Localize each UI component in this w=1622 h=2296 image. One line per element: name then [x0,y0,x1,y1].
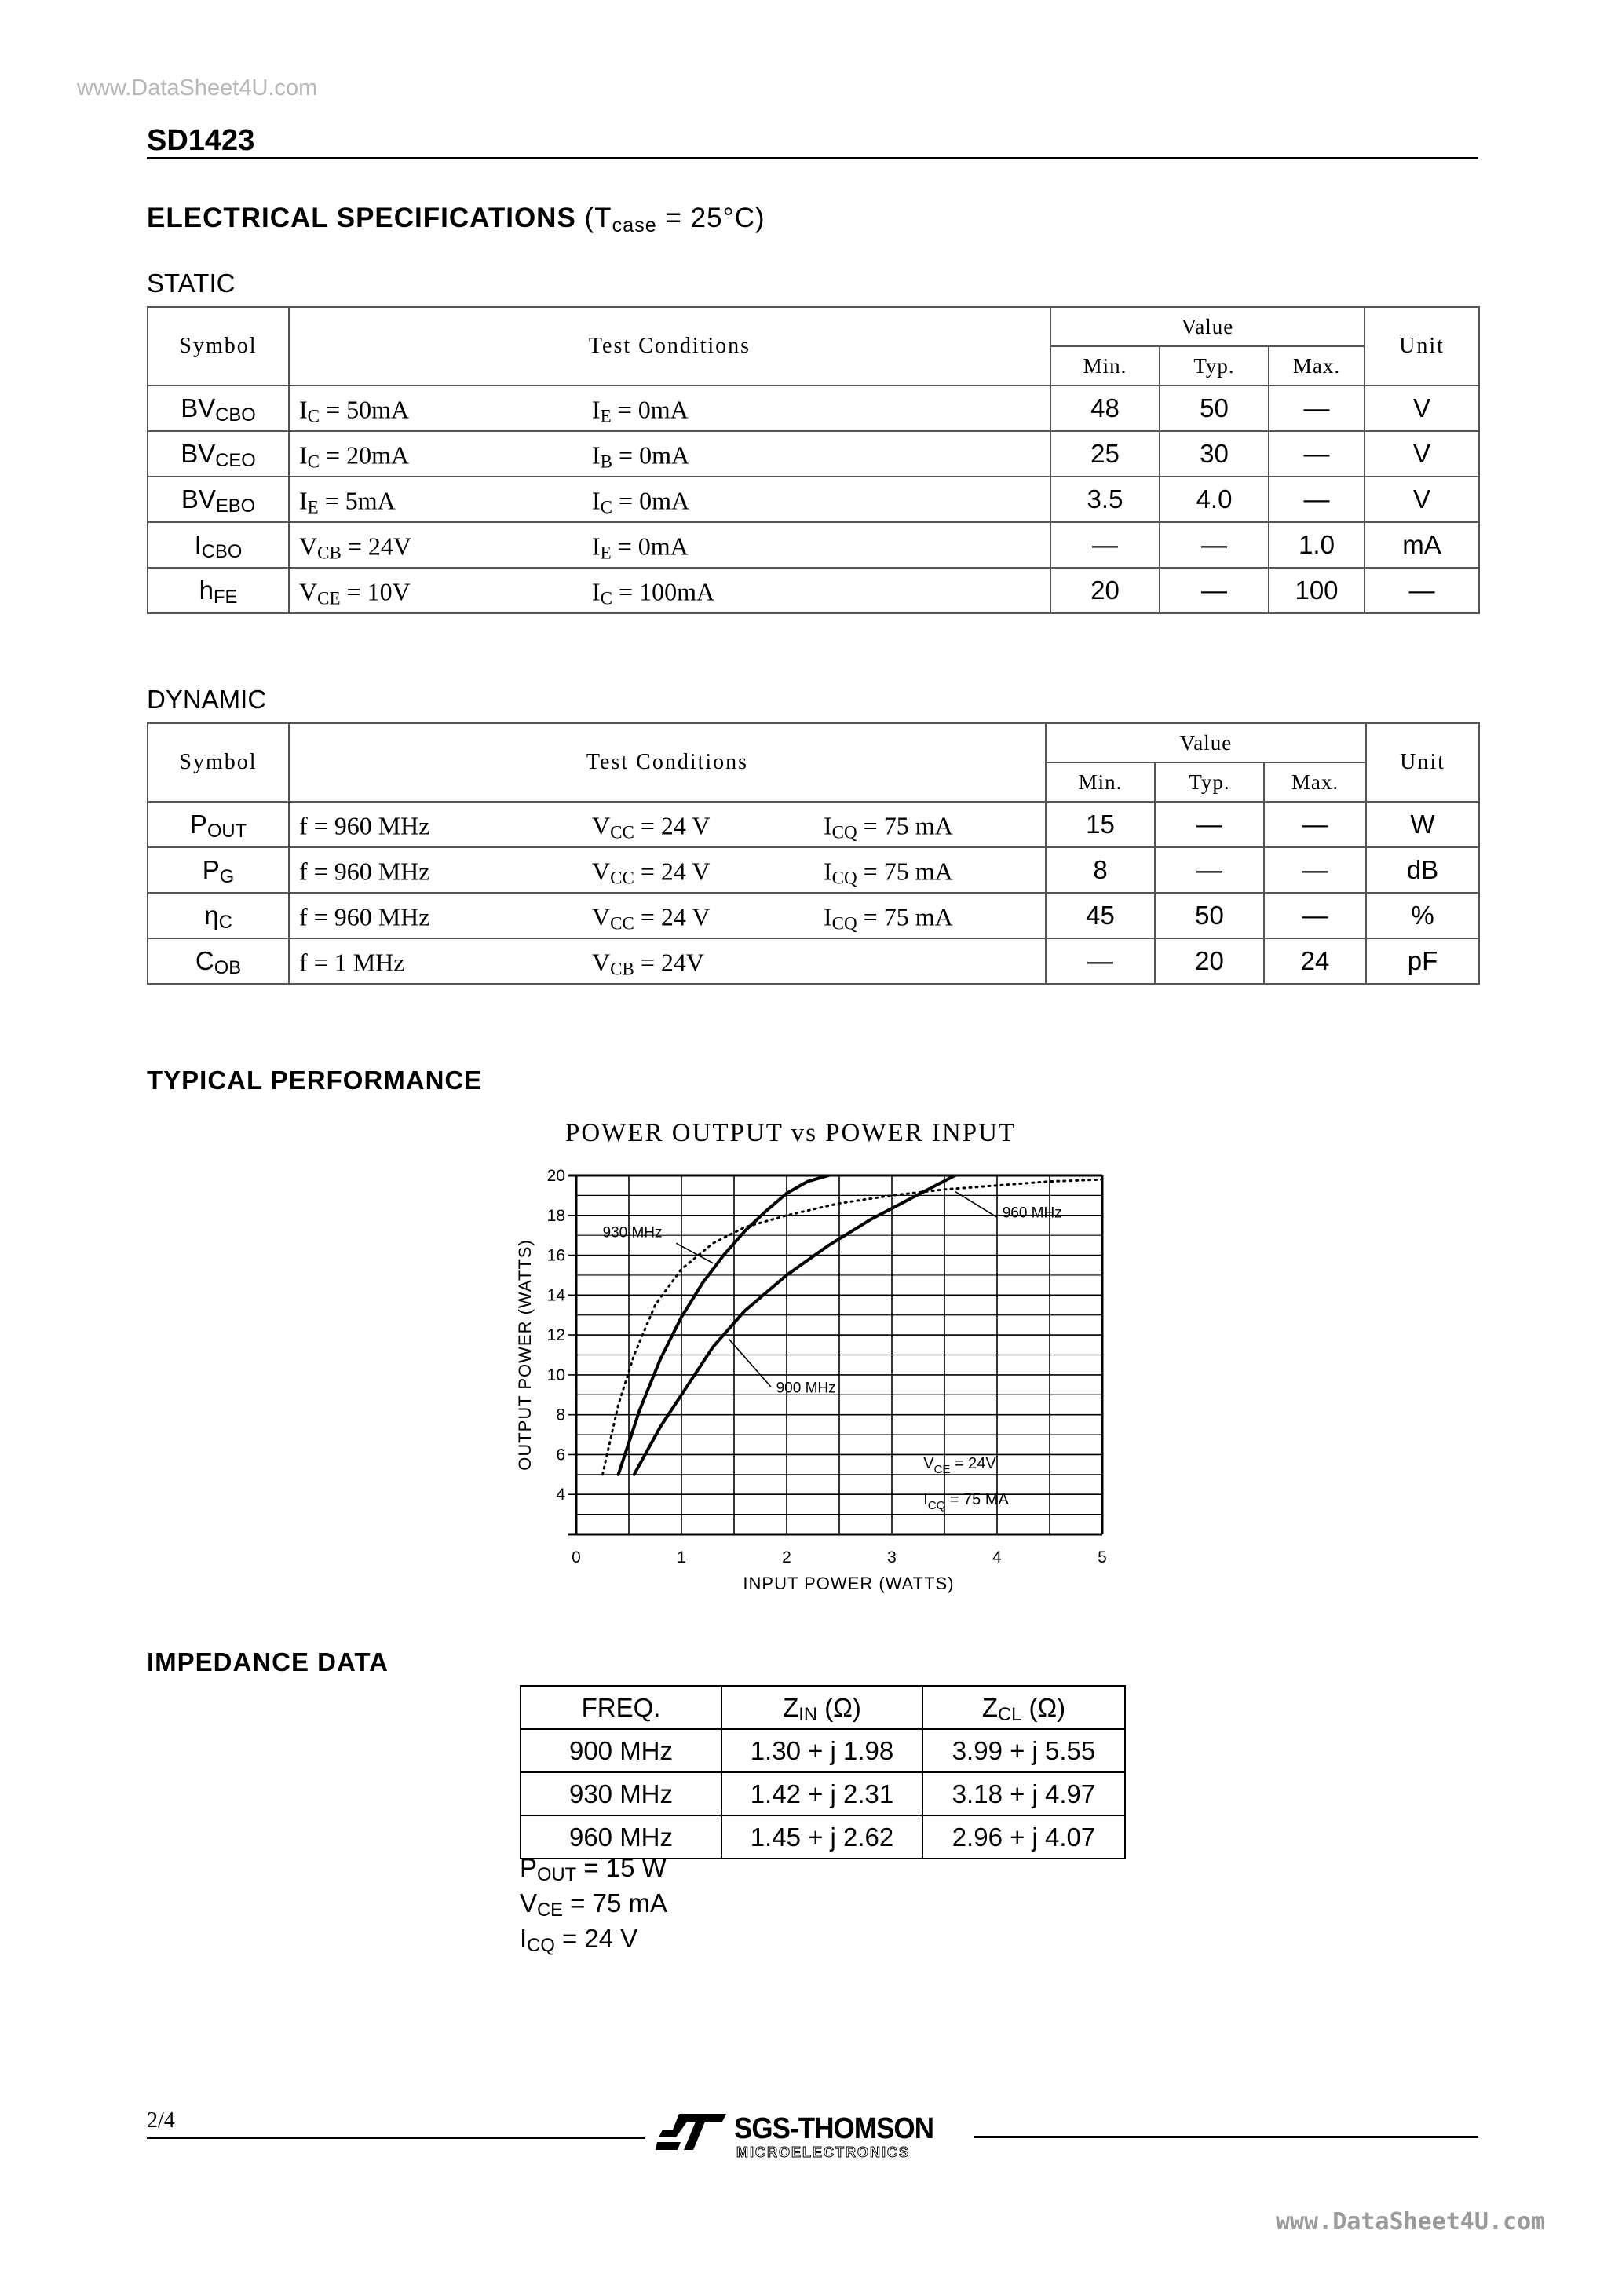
typ-cell: 20 [1155,938,1264,984]
typ-cell: — [1160,568,1269,613]
test-conditions-cell: f = 1 MHz VCB = 24V [289,938,1046,984]
x-tick-label: 4 [992,1548,1002,1567]
min-cell: 25 [1050,431,1160,477]
test-conditions-cell: IC = 20mA IB = 0mA [289,431,1050,477]
x-tick-label: 3 [887,1548,897,1567]
max-cell: — [1264,847,1366,893]
typ-cell: — [1155,802,1264,847]
header-unit: Unit [1364,307,1479,386]
y-tick-label: 10 [546,1366,565,1384]
typ-cell: — [1160,522,1269,568]
dynamic-row [148,847,1479,893]
x-tick-label: 5 [1098,1548,1107,1567]
series-annotation-label: 930 MHz [602,1224,663,1241]
test-conditions-cell: f = 960 MHz VCC = 24 V ICQ = 75 mA [289,802,1046,847]
symbol-cell: ICBO [148,522,289,568]
impedance-cell: 2.96 + j 4.07 [922,1815,1125,1859]
typical-performance-heading: TYPICAL PERFORMANCE [147,1066,483,1095]
unit-cell: V [1364,386,1479,431]
header-value: Value [1050,307,1364,346]
header-max: Max. [1269,346,1364,386]
impedance-heading: IMPEDANCE DATA [147,1647,389,1676]
header-min: Min. [1050,346,1160,386]
symbol-cell: hFE [148,568,289,613]
typ-cell: 4.0 [1160,477,1269,522]
x-axis-label: INPUT POWER (WATTS) [743,1574,955,1593]
static-label: STATIC [147,269,236,298]
max-cell: — [1269,431,1364,477]
dynamic-row [148,893,1479,938]
static-table [147,306,1480,614]
min-cell: 8 [1046,847,1155,893]
impedance-row [521,1772,1125,1815]
y-tick-label: 6 [556,1446,565,1464]
y-tick-label: 16 [546,1246,565,1265]
test-conditions-cell: f = 960 MHz VCC = 24 V ICQ = 75 mA [289,893,1046,938]
test-conditions-cell: f = 960 MHz VCC = 24 V ICQ = 75 mA [289,847,1046,893]
dynamic-row [148,802,1479,847]
company-name: SGS-THOMSON [734,2112,934,2145]
test-conditions-cell: VCE = 10V IC = 100mA [289,568,1050,613]
static-row [148,431,1479,477]
part-number: SD1423 [147,124,255,157]
max-cell: 1.0 [1269,522,1364,568]
dynamic-table [147,722,1480,985]
typ-cell: — [1155,847,1264,893]
impedance-header-cell: FREQ. [521,1686,721,1729]
max-cell: — [1269,386,1364,431]
symbol-cell: BVCEO [148,431,289,477]
header-unit: Unit [1366,723,1479,802]
symbol-cell: ηC [148,893,289,938]
header-symbol: Symbol [148,723,289,802]
header-typ: Typ. [1160,346,1269,386]
unit-cell: — [1364,568,1479,613]
chart-condition-label: $V_{CE} = 24V$ [923,1455,996,1477]
footer-rule-left [147,2137,645,2139]
min-cell: 20 [1050,568,1160,613]
symbol-cell: POUT [148,802,289,847]
symbol-cell: COB [148,938,289,984]
case-temp-condition: (Tcase = 25°C) [584,203,765,236]
y-axis-label: OUTPUT POWER (WATTS) [515,1239,535,1471]
header-rule [147,157,1478,159]
static-row [148,568,1479,613]
x-tick-label: 0 [572,1548,581,1567]
min-cell: 15 [1046,802,1155,847]
max-cell: — [1264,802,1366,847]
max-cell: 24 [1264,938,1366,984]
unit-cell: dB [1366,847,1479,893]
watermark-bottom[interactable]: www.DataSheet4U.com [1276,2208,1546,2236]
y-tick-label: 20 [546,1167,565,1185]
impedance-cell: 930 MHz [521,1772,721,1815]
static-row [148,477,1479,522]
header-min: Min. [1046,762,1155,802]
impedance-cell: 1.42 + j 2.31 [721,1772,922,1815]
impedance-row [521,1729,1125,1772]
min-cell: — [1050,522,1160,568]
min-cell: 45 [1046,893,1155,938]
impedance-row [521,1815,1125,1859]
y-tick-label: 18 [546,1206,565,1225]
typ-cell: 50 [1160,386,1269,431]
footer-rule-right [974,2136,1478,2138]
y-tick-label: 8 [556,1406,565,1424]
chart-title: POWER OUTPUT vs POWER INPUT [565,1119,1017,1147]
y-tick-label: 4 [556,1486,565,1504]
impedance-condition-line: VCE = 75 mA [520,1888,667,1921]
min-cell: 48 [1050,386,1160,431]
dynamic-label: DYNAMIC [147,685,267,714]
x-tick-label: 2 [782,1548,791,1567]
test-conditions-cell: IE = 5mA IC = 0mA [289,477,1050,522]
impedance-cell: 3.18 + j 4.97 [922,1772,1125,1815]
static-row [148,522,1479,568]
power-output-chart [502,1158,1131,1598]
impedance-cell: 1.30 + j 1.98 [721,1729,922,1772]
impedance-condition-line: ICQ = 24 V [520,1924,638,1957]
max-cell: — [1264,893,1366,938]
impedance-cell: 1.45 + j 2.62 [721,1815,922,1859]
header-value: Value [1046,723,1366,762]
typ-cell: 30 [1160,431,1269,477]
unit-cell: mA [1364,522,1479,568]
header-max: Max. [1264,762,1366,802]
impedance-header-cell: ZIN (Ω) [721,1686,922,1729]
min-cell: — [1046,938,1155,984]
impedance-cell: 960 MHz [521,1815,721,1859]
symbol-cell: BVCBO [148,386,289,431]
series-line-900-mhz [619,1175,829,1475]
series-annotation-label: 900 MHz [776,1380,836,1397]
annotation-leader [729,1339,771,1387]
static-row [148,386,1479,431]
unit-cell: W [1366,802,1479,847]
symbol-cell: PG [148,847,289,893]
unit-cell: % [1366,893,1479,938]
header-typ: Typ. [1155,762,1264,802]
max-cell: 100 [1269,568,1364,613]
st-logo-icon [656,2112,728,2152]
header-test-conditions: Test Conditions [289,723,1046,802]
y-tick-label: 12 [546,1326,565,1345]
company-sub: MICROELECTRONICS [736,2144,910,2160]
chart-condition-label: $I_{CQ} = 75$ MA [923,1490,1009,1512]
watermark-top[interactable]: www.DataSheet4U.com [77,75,318,101]
test-conditions-cell: VCB = 24V IE = 0mA [289,522,1050,568]
electrical-spec-heading: ELECTRICAL SPECIFICATIONS (Tcase = 25°C) [147,203,765,236]
dynamic-row [148,938,1479,984]
unit-cell: V [1364,431,1479,477]
max-cell: — [1269,477,1364,522]
impedance-condition-line: POUT = 15 W [520,1853,667,1886]
x-tick-label: 1 [677,1548,686,1567]
impedance-cell: 900 MHz [521,1729,721,1772]
series-annotation-label: 960 MHz [1002,1205,1062,1222]
impedance-table [520,1685,1126,1859]
y-tick-label: 14 [546,1286,565,1305]
unit-cell: pF [1366,938,1479,984]
test-conditions-cell: IC = 50mA IE = 0mA [289,386,1050,431]
header-symbol: Symbol [148,307,289,386]
typ-cell: 50 [1155,893,1264,938]
series-line-960-mhz [634,1175,955,1475]
impedance-header-row [521,1686,1125,1729]
unit-cell: V [1364,477,1479,522]
chart-annotations [603,1191,1062,1512]
impedance-header-cell: ZCL (Ω) [922,1686,1125,1729]
page-number: 2/4 [147,2108,175,2133]
header-test-conditions: Test Conditions [289,307,1050,386]
symbol-cell: BVEBO [148,477,289,522]
impedance-cell: 3.99 + j 5.55 [922,1729,1125,1772]
min-cell: 3.5 [1050,477,1160,522]
